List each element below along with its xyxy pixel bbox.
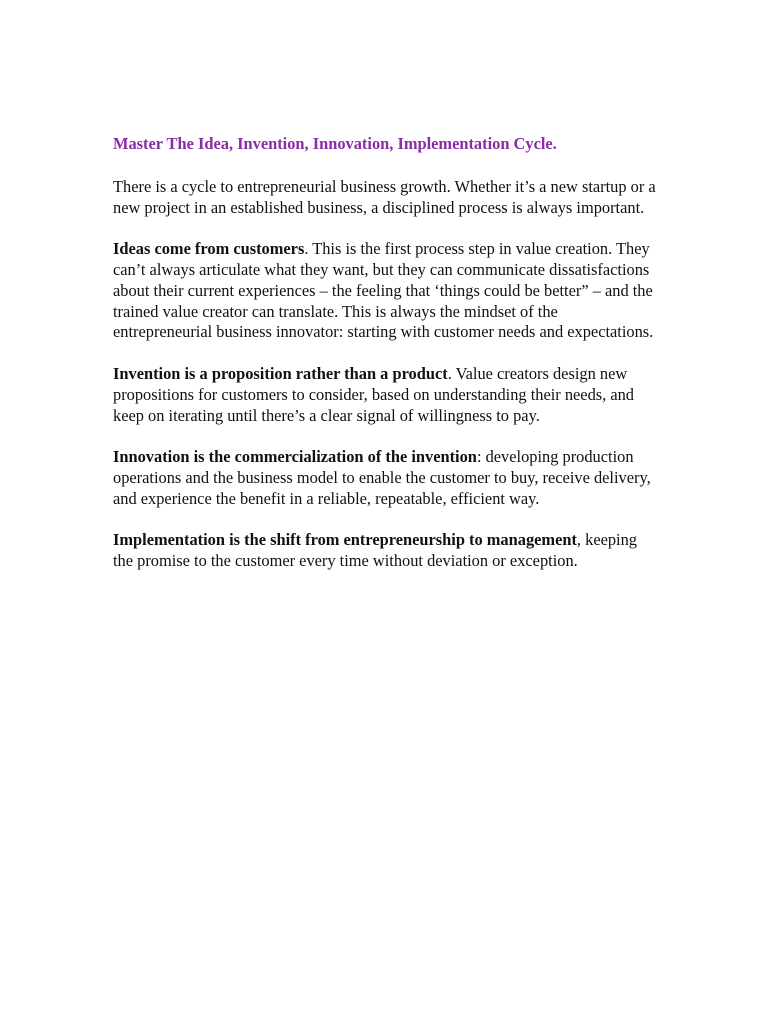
paragraph-ideas (113, 239, 658, 343)
paragraph-text: . Value creators design new propositions for customers to consider, based on understanding their needs, and keep on iterating until there’s a clear signal of willingness to pay. (113, 363, 635, 425)
paragraph-text: . This is the first process step in value creation. They can’t always articulate what they want, but they can communicate dissatisfactions about their current experiences – the feeling that ‘things could be better” – and the trained value creator can translate. This is always the mindset of the entrepreneurial business innovator: starting with customer needs and expectations. (113, 239, 654, 342)
paragraph-intro (113, 177, 658, 219)
document-title: Master The Idea, Invention, Innovation, Implementation Cycle. (113, 134, 557, 153)
paragraph-lead: Innovation is the commercialization of the invention (113, 447, 477, 467)
paragraph-lead: Implementation is the shift from entrepreneurship to management (113, 530, 577, 550)
paragraph-invention (113, 364, 658, 426)
document-body (113, 132, 658, 593)
paragraph-text: : developing production operations and the business model to enable the customer to buy, receive delivery, and experience the benefit in a reliable, repeatable, efficient way. (113, 447, 651, 508)
paragraph-text: , keeping the promise to the customer every time without deviation or exception. (113, 530, 638, 571)
paragraph-innovation (113, 447, 658, 509)
paragraph-lead: Ideas come from customers (113, 239, 305, 259)
paragraph-implementation (113, 530, 658, 572)
paragraph-text: There is a cycle to entrepreneurial business growth. Whether it’s a new startup or a new project in an established business, a disciplined process is always important. (113, 176, 656, 217)
paragraph-lead: Invention is a proposition rather than a product (113, 363, 448, 383)
